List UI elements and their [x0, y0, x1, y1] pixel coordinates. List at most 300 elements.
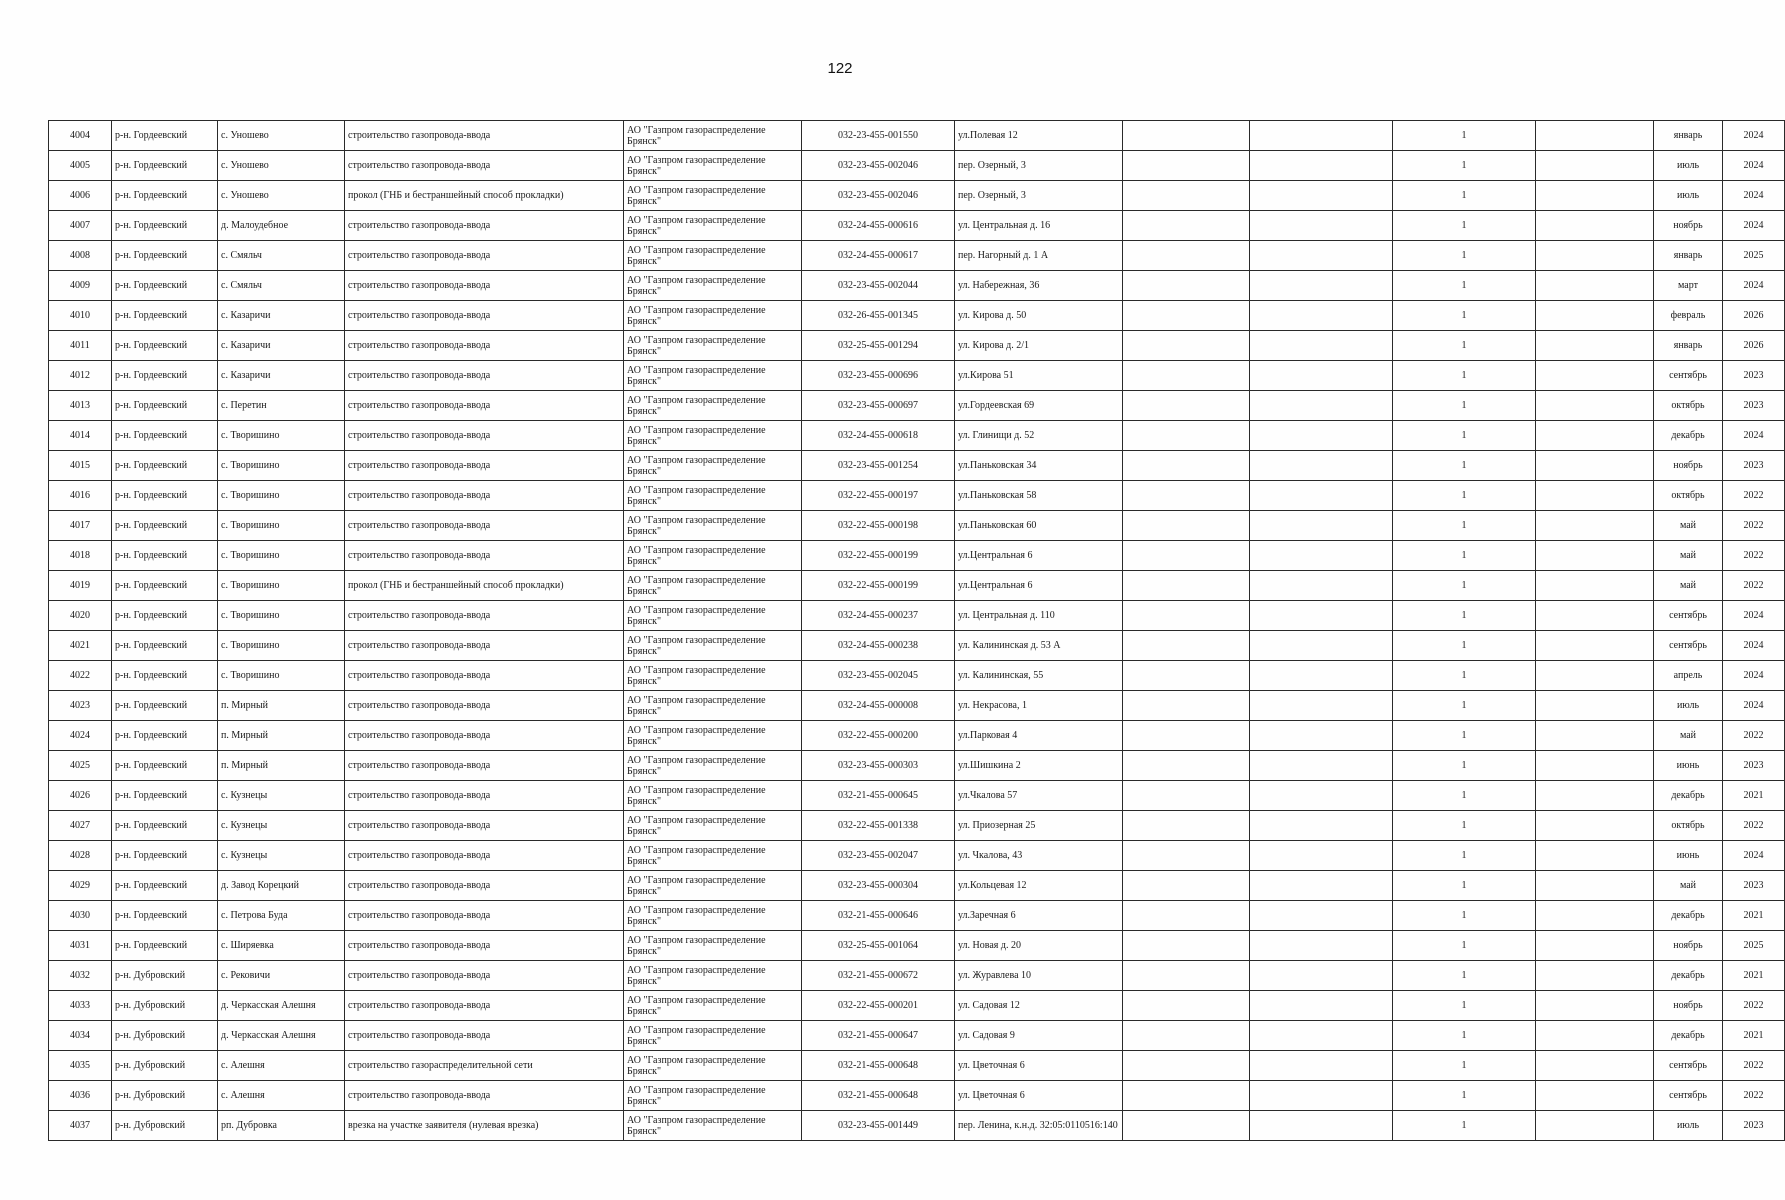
- settlement-cell: с. Смяльч: [218, 241, 345, 271]
- district-cell: р-н. Гордеевский: [112, 781, 218, 811]
- year-cell: 2023: [1723, 1111, 1785, 1141]
- quantity-cell: 1: [1393, 811, 1536, 841]
- organization-cell: АО "Газпром газораспределение Брянск": [624, 841, 802, 871]
- organization-cell: АО "Газпром газораспределение Брянск": [624, 271, 802, 301]
- month-cell: июль: [1654, 181, 1723, 211]
- table-row: [49, 841, 1785, 871]
- code-cell: 032-23-455-000696: [802, 361, 955, 391]
- row-number: 4032: [49, 961, 112, 991]
- work-type-cell: строительство газопровода-ввода: [345, 721, 624, 751]
- code-cell: 032-23-455-000304: [802, 871, 955, 901]
- code-cell: 032-23-455-001550: [802, 121, 955, 151]
- empty-cell: [1536, 751, 1654, 781]
- month-cell: октябрь: [1654, 481, 1723, 511]
- table-row: [49, 181, 1785, 211]
- year-cell: 2023: [1723, 871, 1785, 901]
- empty-cell: [1536, 151, 1654, 181]
- empty-cell: [1536, 481, 1654, 511]
- code-cell: 032-22-455-000200: [802, 721, 955, 751]
- empty-cell: [1123, 301, 1250, 331]
- year-cell: 2022: [1723, 811, 1785, 841]
- empty-cell: [1123, 751, 1250, 781]
- empty-cell: [1123, 1021, 1250, 1051]
- quantity-cell: 1: [1393, 541, 1536, 571]
- work-type-cell: строительство газопровода-ввода: [345, 271, 624, 301]
- settlement-cell: с. Кузнецы: [218, 841, 345, 871]
- table-row: [49, 391, 1785, 421]
- settlement-cell: с. Творишино: [218, 631, 345, 661]
- row-number: 4036: [49, 1081, 112, 1111]
- empty-cell: [1536, 181, 1654, 211]
- row-number: 4015: [49, 451, 112, 481]
- month-cell: сентябрь: [1654, 631, 1723, 661]
- address-cell: ул. Калининская д. 53 А: [955, 631, 1123, 661]
- table-row: [49, 781, 1785, 811]
- month-cell: июнь: [1654, 751, 1723, 781]
- code-cell: 032-21-455-000647: [802, 1021, 955, 1051]
- work-type-cell: врезка на участке заявителя (нулевая врезка): [345, 1111, 624, 1141]
- year-cell: 2021: [1723, 961, 1785, 991]
- settlement-cell: с. Смяльч: [218, 271, 345, 301]
- empty-cell: [1536, 661, 1654, 691]
- row-number: 4016: [49, 481, 112, 511]
- empty-cell: [1123, 781, 1250, 811]
- year-cell: 2022: [1723, 721, 1785, 751]
- organization-cell: АО "Газпром газораспределение Брянск": [624, 691, 802, 721]
- quantity-cell: 1: [1393, 991, 1536, 1021]
- quantity-cell: 1: [1393, 961, 1536, 991]
- empty-cell: [1123, 901, 1250, 931]
- row-number: 4005: [49, 151, 112, 181]
- organization-cell: АО "Газпром газораспределение Брянск": [624, 751, 802, 781]
- empty-cell: [1536, 691, 1654, 721]
- work-type-cell: строительство газопровода-ввода: [345, 1021, 624, 1051]
- empty-cell: [1536, 1051, 1654, 1081]
- quantity-cell: 1: [1393, 571, 1536, 601]
- empty-cell: [1250, 361, 1393, 391]
- row-number: 4011: [49, 331, 112, 361]
- organization-cell: АО "Газпром газораспределение Брянск": [624, 931, 802, 961]
- quantity-cell: 1: [1393, 151, 1536, 181]
- organization-cell: АО "Газпром газораспределение Брянск": [624, 781, 802, 811]
- work-type-cell: строительство газопровода-ввода: [345, 481, 624, 511]
- district-cell: р-н. Гордеевский: [112, 481, 218, 511]
- address-cell: ул.Парковая 4: [955, 721, 1123, 751]
- district-cell: р-н. Гордеевский: [112, 811, 218, 841]
- row-number: 4008: [49, 241, 112, 271]
- work-type-cell: прокол (ГНБ и бестраншейный способ прокладки): [345, 181, 624, 211]
- quantity-cell: 1: [1393, 451, 1536, 481]
- quantity-cell: 1: [1393, 1021, 1536, 1051]
- work-type-cell: строительство газопровода-ввода: [345, 1081, 624, 1111]
- district-cell: р-н. Гордеевский: [112, 211, 218, 241]
- district-cell: р-н. Гордеевский: [112, 751, 218, 781]
- work-type-cell: строительство газопровода-ввода: [345, 931, 624, 961]
- empty-cell: [1250, 421, 1393, 451]
- work-type-cell: строительство газораспределительной сети: [345, 1051, 624, 1081]
- row-number: 4021: [49, 631, 112, 661]
- row-number: 4029: [49, 871, 112, 901]
- code-cell: 032-23-455-002044: [802, 271, 955, 301]
- work-type-cell: строительство газопровода-ввода: [345, 661, 624, 691]
- year-cell: 2023: [1723, 361, 1785, 391]
- district-cell: р-н. Гордеевский: [112, 721, 218, 751]
- quantity-cell: 1: [1393, 211, 1536, 241]
- empty-cell: [1536, 571, 1654, 601]
- organization-cell: АО "Газпром газораспределение Брянск": [624, 631, 802, 661]
- quantity-cell: 1: [1393, 1081, 1536, 1111]
- row-number: 4025: [49, 751, 112, 781]
- table-row: [49, 541, 1785, 571]
- year-cell: 2022: [1723, 511, 1785, 541]
- table-row: [49, 331, 1785, 361]
- table-row: [49, 931, 1785, 961]
- work-type-cell: строительство газопровода-ввода: [345, 781, 624, 811]
- empty-cell: [1250, 1111, 1393, 1141]
- empty-cell: [1250, 661, 1393, 691]
- row-number: 4010: [49, 301, 112, 331]
- year-cell: 2024: [1723, 421, 1785, 451]
- organization-cell: АО "Газпром газораспределение Брянск": [624, 451, 802, 481]
- month-cell: ноябрь: [1654, 211, 1723, 241]
- code-cell: 032-21-455-000646: [802, 901, 955, 931]
- settlement-cell: с. Казаричи: [218, 301, 345, 331]
- month-cell: сентябрь: [1654, 361, 1723, 391]
- empty-cell: [1536, 1021, 1654, 1051]
- work-type-cell: строительство газопровода-ввода: [345, 871, 624, 901]
- month-cell: май: [1654, 721, 1723, 751]
- work-type-cell: строительство газопровода-ввода: [345, 991, 624, 1021]
- table-body: [49, 121, 1785, 1141]
- row-number: 4024: [49, 721, 112, 751]
- district-cell: р-н. Дубровский: [112, 961, 218, 991]
- district-cell: р-н. Гордеевский: [112, 661, 218, 691]
- table-row: [49, 1081, 1785, 1111]
- code-cell: 032-24-455-000616: [802, 211, 955, 241]
- month-cell: февраль: [1654, 301, 1723, 331]
- empty-cell: [1123, 361, 1250, 391]
- row-number: 4018: [49, 541, 112, 571]
- empty-cell: [1250, 181, 1393, 211]
- district-cell: р-н. Гордеевский: [112, 901, 218, 931]
- address-cell: ул.Кольцевая 12: [955, 871, 1123, 901]
- code-cell: 032-21-455-000645: [802, 781, 955, 811]
- row-number: 4028: [49, 841, 112, 871]
- year-cell: 2024: [1723, 121, 1785, 151]
- address-cell: ул.Полевая 12: [955, 121, 1123, 151]
- empty-cell: [1536, 781, 1654, 811]
- empty-cell: [1123, 481, 1250, 511]
- empty-cell: [1250, 271, 1393, 301]
- quantity-cell: 1: [1393, 481, 1536, 511]
- table-row: [49, 301, 1785, 331]
- organization-cell: АО "Газпром газораспределение Брянск": [624, 541, 802, 571]
- district-cell: р-н. Дубровский: [112, 1021, 218, 1051]
- quantity-cell: 1: [1393, 511, 1536, 541]
- code-cell: 032-23-455-001449: [802, 1111, 955, 1141]
- district-cell: р-н. Дубровский: [112, 1051, 218, 1081]
- table-row: [49, 271, 1785, 301]
- row-number: 4020: [49, 601, 112, 631]
- year-cell: 2026: [1723, 301, 1785, 331]
- empty-cell: [1250, 721, 1393, 751]
- address-cell: ул. Садовая 12: [955, 991, 1123, 1021]
- month-cell: июль: [1654, 691, 1723, 721]
- work-type-cell: строительство газопровода-ввода: [345, 691, 624, 721]
- empty-cell: [1123, 451, 1250, 481]
- row-number: 4009: [49, 271, 112, 301]
- empty-cell: [1536, 451, 1654, 481]
- empty-cell: [1250, 121, 1393, 151]
- empty-cell: [1250, 961, 1393, 991]
- empty-cell: [1123, 961, 1250, 991]
- year-cell: 2022: [1723, 481, 1785, 511]
- quantity-cell: 1: [1393, 331, 1536, 361]
- empty-cell: [1250, 931, 1393, 961]
- address-cell: ул.Центральная 6: [955, 541, 1123, 571]
- work-type-cell: строительство газопровода-ввода: [345, 211, 624, 241]
- quantity-cell: 1: [1393, 691, 1536, 721]
- row-number: 4023: [49, 691, 112, 721]
- empty-cell: [1536, 361, 1654, 391]
- year-cell: 2024: [1723, 841, 1785, 871]
- empty-cell: [1536, 301, 1654, 331]
- month-cell: март: [1654, 271, 1723, 301]
- year-cell: 2025: [1723, 931, 1785, 961]
- row-number: 4034: [49, 1021, 112, 1051]
- address-cell: пер. Озерный, 3: [955, 151, 1123, 181]
- settlement-cell: п. Мирный: [218, 751, 345, 781]
- settlement-cell: с. Творишино: [218, 571, 345, 601]
- year-cell: 2024: [1723, 631, 1785, 661]
- settlement-cell: п. Мирный: [218, 721, 345, 751]
- work-type-cell: строительство газопровода-ввода: [345, 631, 624, 661]
- quantity-cell: 1: [1393, 931, 1536, 961]
- empty-cell: [1123, 181, 1250, 211]
- empty-cell: [1123, 661, 1250, 691]
- address-cell: ул.Чкалова 57: [955, 781, 1123, 811]
- row-number: 4007: [49, 211, 112, 241]
- address-cell: ул. Центральная д. 16: [955, 211, 1123, 241]
- empty-cell: [1536, 1081, 1654, 1111]
- year-cell: 2022: [1723, 1051, 1785, 1081]
- organization-cell: АО "Газпром газораспределение Брянск": [624, 901, 802, 931]
- work-type-cell: строительство газопровода-ввода: [345, 841, 624, 871]
- work-type-cell: строительство газопровода-ввода: [345, 751, 624, 781]
- settlement-cell: п. Мирный: [218, 691, 345, 721]
- month-cell: сентябрь: [1654, 1051, 1723, 1081]
- work-type-cell: строительство газопровода-ввода: [345, 301, 624, 331]
- settlement-cell: с. Кузнецы: [218, 781, 345, 811]
- row-number: 4013: [49, 391, 112, 421]
- table-row: [49, 1021, 1785, 1051]
- work-type-cell: строительство газопровода-ввода: [345, 811, 624, 841]
- data-table: [48, 120, 1785, 1141]
- district-cell: р-н. Гордеевский: [112, 121, 218, 151]
- empty-cell: [1250, 691, 1393, 721]
- address-cell: ул. Чкалова, 43: [955, 841, 1123, 871]
- year-cell: 2022: [1723, 571, 1785, 601]
- row-number: 4035: [49, 1051, 112, 1081]
- empty-cell: [1123, 511, 1250, 541]
- table-row: [49, 571, 1785, 601]
- district-cell: р-н. Гордеевский: [112, 631, 218, 661]
- month-cell: май: [1654, 871, 1723, 901]
- settlement-cell: с. Творишино: [218, 661, 345, 691]
- district-cell: р-н. Гордеевский: [112, 391, 218, 421]
- code-cell: 032-22-455-000197: [802, 481, 955, 511]
- organization-cell: АО "Газпром газораспределение Брянск": [624, 991, 802, 1021]
- table-row: [49, 751, 1785, 781]
- district-cell: р-н. Гордеевский: [112, 871, 218, 901]
- settlement-cell: с. Уношево: [218, 151, 345, 181]
- month-cell: июль: [1654, 151, 1723, 181]
- settlement-cell: с. Творишино: [218, 601, 345, 631]
- month-cell: январь: [1654, 331, 1723, 361]
- month-cell: сентябрь: [1654, 1081, 1723, 1111]
- organization-cell: АО "Газпром газораспределение Брянск": [624, 241, 802, 271]
- organization-cell: АО "Газпром газораспределение Брянск": [624, 121, 802, 151]
- code-cell: 032-24-455-000617: [802, 241, 955, 271]
- empty-cell: [1123, 811, 1250, 841]
- month-cell: декабрь: [1654, 421, 1723, 451]
- quantity-cell: 1: [1393, 781, 1536, 811]
- month-cell: декабрь: [1654, 901, 1723, 931]
- empty-cell: [1123, 931, 1250, 961]
- code-cell: 032-23-455-002047: [802, 841, 955, 871]
- work-type-cell: прокол (ГНБ и бестраншейный способ прокладки): [345, 571, 624, 601]
- code-cell: 032-22-455-001338: [802, 811, 955, 841]
- empty-cell: [1250, 751, 1393, 781]
- address-cell: ул.Кирова 51: [955, 361, 1123, 391]
- empty-cell: [1536, 901, 1654, 931]
- empty-cell: [1123, 601, 1250, 631]
- work-type-cell: строительство газопровода-ввода: [345, 391, 624, 421]
- address-cell: ул.Гордеевская 69: [955, 391, 1123, 421]
- address-cell: ул.Паньковская 60: [955, 511, 1123, 541]
- quantity-cell: 1: [1393, 721, 1536, 751]
- district-cell: р-н. Гордеевский: [112, 931, 218, 961]
- row-number: 4022: [49, 661, 112, 691]
- row-number: 4017: [49, 511, 112, 541]
- work-type-cell: строительство газопровода-ввода: [345, 151, 624, 181]
- empty-cell: [1123, 121, 1250, 151]
- row-number: 4027: [49, 811, 112, 841]
- month-cell: июнь: [1654, 841, 1723, 871]
- district-cell: р-н. Гордеевский: [112, 601, 218, 631]
- empty-cell: [1536, 811, 1654, 841]
- organization-cell: АО "Газпром газораспределение Брянск": [624, 211, 802, 241]
- district-cell: р-н. Гордеевский: [112, 691, 218, 721]
- quantity-cell: 1: [1393, 181, 1536, 211]
- row-number: 4019: [49, 571, 112, 601]
- table-row: [49, 721, 1785, 751]
- code-cell: 032-21-455-000672: [802, 961, 955, 991]
- quantity-cell: 1: [1393, 1051, 1536, 1081]
- empty-cell: [1536, 241, 1654, 271]
- quantity-cell: 1: [1393, 391, 1536, 421]
- month-cell: июль: [1654, 1111, 1723, 1141]
- code-cell: 032-23-455-002045: [802, 661, 955, 691]
- row-number: 4037: [49, 1111, 112, 1141]
- row-number: 4031: [49, 931, 112, 961]
- empty-cell: [1536, 271, 1654, 301]
- empty-cell: [1250, 481, 1393, 511]
- table-row: [49, 601, 1785, 631]
- address-cell: ул. Калининская, 55: [955, 661, 1123, 691]
- district-cell: р-н. Гордеевский: [112, 571, 218, 601]
- code-cell: 032-22-455-000199: [802, 571, 955, 601]
- empty-cell: [1536, 961, 1654, 991]
- quantity-cell: 1: [1393, 121, 1536, 151]
- empty-cell: [1250, 1021, 1393, 1051]
- code-cell: 032-23-455-002046: [802, 181, 955, 211]
- empty-cell: [1123, 151, 1250, 181]
- district-cell: р-н. Гордеевский: [112, 301, 218, 331]
- empty-cell: [1250, 331, 1393, 361]
- address-cell: ул.Заречная 6: [955, 901, 1123, 931]
- settlement-cell: с. Казаричи: [218, 331, 345, 361]
- empty-cell: [1536, 721, 1654, 751]
- work-type-cell: строительство газопровода-ввода: [345, 361, 624, 391]
- address-cell: ул. Кирова д. 50: [955, 301, 1123, 331]
- organization-cell: АО "Газпром газораспределение Брянск": [624, 871, 802, 901]
- month-cell: январь: [1654, 121, 1723, 151]
- month-cell: май: [1654, 541, 1723, 571]
- month-cell: сентябрь: [1654, 601, 1723, 631]
- table-row: [49, 421, 1785, 451]
- address-cell: пер. Ленина, к.н.д. 32:05:0110516:140: [955, 1111, 1123, 1141]
- organization-cell: АО "Газпром газораспределение Брянск": [624, 301, 802, 331]
- address-cell: ул. Центральная д. 110: [955, 601, 1123, 631]
- table-row: [49, 121, 1785, 151]
- organization-cell: АО "Газпром газораспределение Брянск": [624, 1051, 802, 1081]
- organization-cell: АО "Газпром газораспределение Брянск": [624, 421, 802, 451]
- year-cell: 2024: [1723, 601, 1785, 631]
- empty-cell: [1250, 571, 1393, 601]
- empty-cell: [1123, 1111, 1250, 1141]
- empty-cell: [1123, 1051, 1250, 1081]
- table-row: [49, 1051, 1785, 1081]
- district-cell: р-н. Гордеевский: [112, 271, 218, 301]
- empty-cell: [1536, 211, 1654, 241]
- year-cell: 2023: [1723, 391, 1785, 421]
- settlement-cell: с. Петрова Буда: [218, 901, 345, 931]
- address-cell: ул. Приозерная 25: [955, 811, 1123, 841]
- empty-cell: [1123, 841, 1250, 871]
- quantity-cell: 1: [1393, 271, 1536, 301]
- organization-cell: АО "Газпром газораспределение Брянск": [624, 721, 802, 751]
- quantity-cell: 1: [1393, 871, 1536, 901]
- work-type-cell: строительство газопровода-ввода: [345, 331, 624, 361]
- settlement-cell: с. Казаричи: [218, 361, 345, 391]
- empty-cell: [1536, 331, 1654, 361]
- table-row: [49, 871, 1785, 901]
- empty-cell: [1250, 601, 1393, 631]
- address-cell: ул. Новая д. 20: [955, 931, 1123, 961]
- district-cell: р-н. Гордеевский: [112, 181, 218, 211]
- code-cell: 032-26-455-001345: [802, 301, 955, 331]
- code-cell: 032-22-455-000198: [802, 511, 955, 541]
- district-cell: р-н. Гордеевский: [112, 451, 218, 481]
- work-type-cell: строительство газопровода-ввода: [345, 121, 624, 151]
- address-cell: ул. Глинищи д. 52: [955, 421, 1123, 451]
- empty-cell: [1250, 871, 1393, 901]
- table-row: [49, 511, 1785, 541]
- settlement-cell: с. Творишино: [218, 541, 345, 571]
- year-cell: 2025: [1723, 241, 1785, 271]
- district-cell: р-н. Гордеевский: [112, 841, 218, 871]
